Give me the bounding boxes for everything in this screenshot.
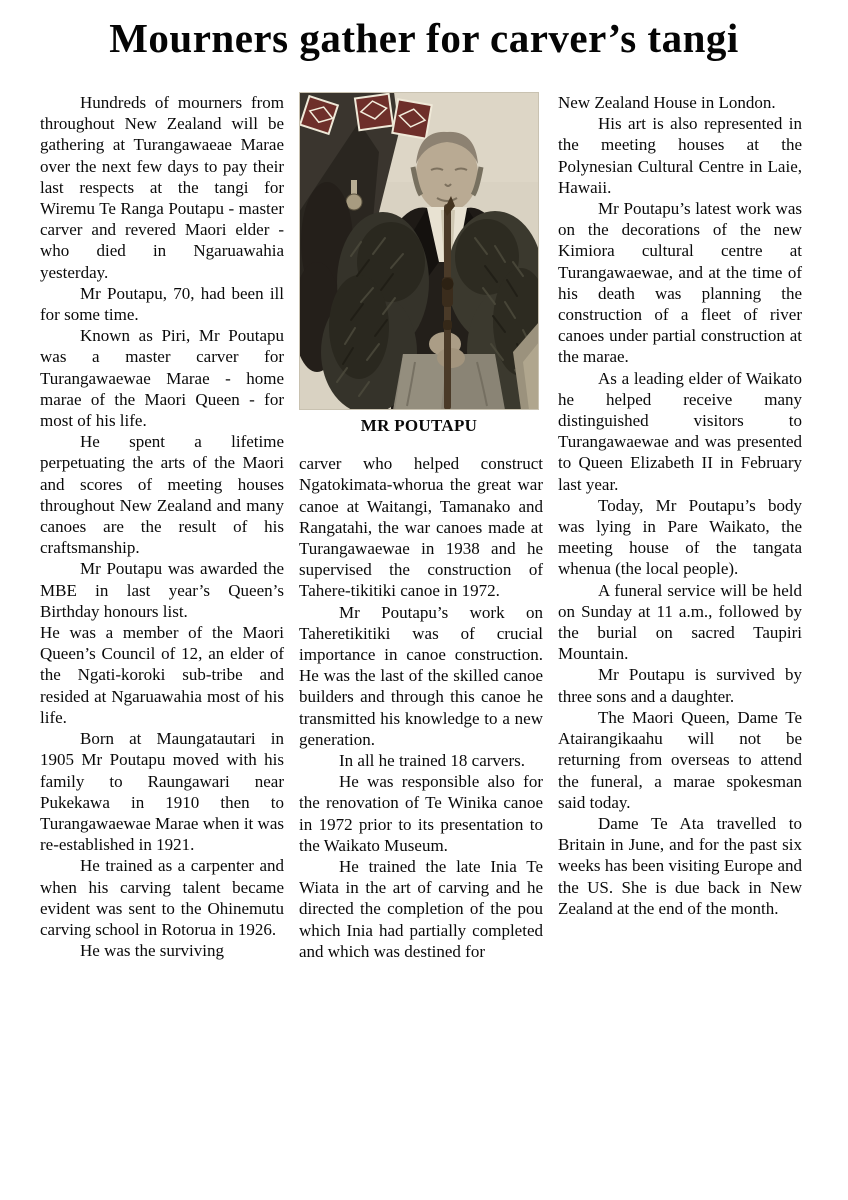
- article-paragraph: Born at Maungatautari in 1905 Mr Poutapu moved with his family to Raungawari near Pukekawa in 1910 then to Turangawaewae Marae when it was re-established in 1921.: [40, 729, 284, 855]
- article-paragraph: His art is also represented in the meeting houses at the Polynesian Cultural Centre in Laie, Hawaii.: [558, 114, 802, 197]
- article-paragraph: As a leading elder of Waikato he helped receive many distinguished visitors to Turangawaewae and was presented to Queen Elizabeth II in February last year.: [558, 368, 802, 494]
- article-paragraph: Hundreds of mourners from throughout New Zealand will be gathering at Turangawaeae Marae over the next few days to pay their last respects at the tangi for Wiremu Te Ranga Poutapu - master carver and revered Maori elder - who died in Ngaruawahia yesterday.: [40, 93, 284, 282]
- article-paragraph: Mr Poutapu’s work on Taheretikitiki was of crucial importance in canoe construction. He was the last of the skilled canoe builders and through this canoe he transmitted his knowledge to a new generation.: [299, 602, 543, 749]
- article-columns: [40, 92, 802, 962]
- photo-caption: MR POUTAPU: [360, 416, 478, 435]
- article-paragraph: New Zealand House in London.: [558, 93, 776, 112]
- article-paragraph: He was the surviving: [80, 941, 225, 961]
- article-paragraph: Mr Poutapu, 70, had been ill for some time.: [40, 283, 284, 325]
- portrait-photo: [299, 92, 539, 410]
- article-paragraph: Known as Piri, Mr Poutapu was a master carver for Turangawaewae Marae - home marae of the Maori Queen - for most of his life.: [40, 326, 284, 431]
- article-headline: Mourners gather for carver’s tangi: [109, 15, 739, 61]
- article-paragraph: In all he trained 18 carvers.: [339, 751, 525, 771]
- article-paragraph: He trained as a carpenter and when his carving talent became evident was sent to the Ohinemutu carving school in Rotorua in 1926.: [40, 856, 284, 939]
- portrait-figure: [299, 92, 539, 436]
- article-paragraph: The Maori Queen, Dame Te Atairangikaahu will not be returning from overseas to attend the funeral, a marae spokesman said today.: [558, 707, 802, 812]
- portrait-photo-illustration: [299, 92, 539, 410]
- article-paragraph: He spent a lifetime perpetuating the arts of the Maori and scores of meeting houses throughout New Zealand and many canoes are the result of his craftsmanship.: [40, 432, 284, 558]
- article-paragraph: Mr Poutapu was awarded the MBE in last year’s Queen’s Birthday honours list.: [40, 559, 284, 621]
- article-paragraph: Mr Poutapu is survived by three sons and a daughter.: [558, 665, 802, 706]
- article-paragraph: Dame Te Ata travelled to Britain in June, and for the past six weeks has been visiting Europe and the US. She is due back in New Zealand at the end of the month.: [558, 813, 802, 918]
- article-paragraph: Mr Poutapu’s latest work was on the decorations of the new Kimiora cultural centre at Turangawaewae, and at the time of his death was planning the construction of a fleet of river canoes under partial construction at the marae.: [558, 199, 802, 367]
- column-left: [40, 92, 284, 962]
- article-paragraph: He was responsible also for the renovation of Te Winika canoe in 1972 prior to its presentation to the Waikato Museum.: [299, 772, 543, 855]
- article-paragraph: He was a member of the Maori Queen’s Council of 12, an elder of the Ngati-koroki sub-tribe and resided at Ngaruawahia most of his life.: [40, 623, 284, 727]
- article-paragraph: carver who helped construct Ngatokimata-whorua the great war canoe at Waitangi, Tamanako and Rangatahi, the war canoes made at Turangawaewae in 1938 and he supervised the construction of Tahere-tikitiki canoe in 1972.: [299, 454, 543, 601]
- article-paragraph: A funeral service will be held on Sunday at 11 a.m., followed by the burial on sacred Taupiri Mountain.: [558, 580, 802, 664]
- column-middle-text: [299, 453, 543, 962]
- column-middle: [299, 92, 543, 962]
- article-paragraph: He trained the late Inia Te Wiata in the art of carving and he directed the completion of the pou which Inia had partially completed and which was destined for: [299, 857, 543, 961]
- article-paragraph: Today, Mr Poutapu’s body was lying in Pare Waikato, the meeting house of the tangata whenua (the local people).: [558, 495, 802, 579]
- column-right: [558, 92, 802, 962]
